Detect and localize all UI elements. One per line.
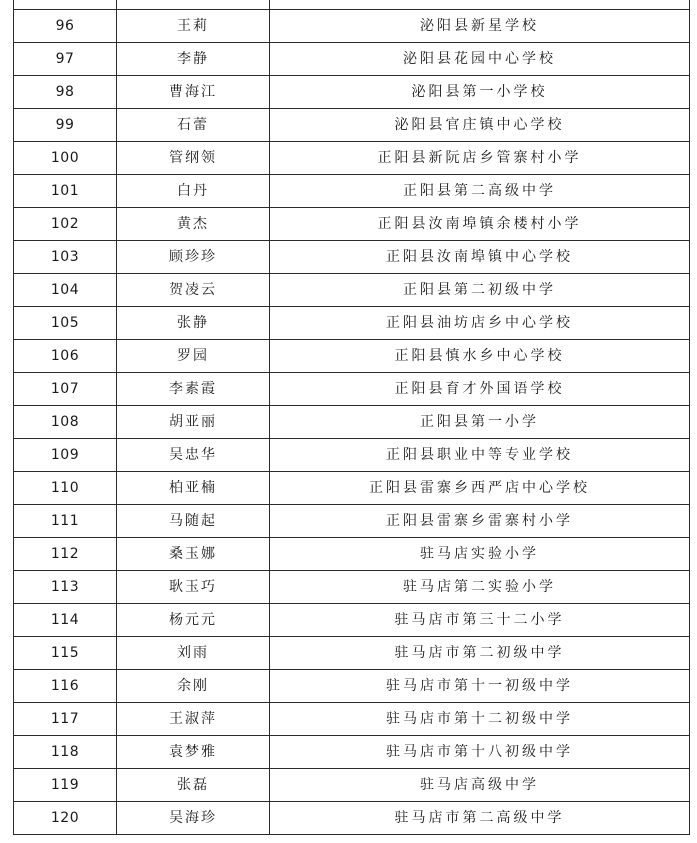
cell-name: 贺凌云 <box>117 274 270 307</box>
table-row <box>14 406 690 439</box>
cell-name: 余刚 <box>117 670 270 703</box>
cell-name: 李素霞 <box>117 373 270 406</box>
table-row <box>14 802 690 835</box>
cell-number: 115 <box>14 637 117 670</box>
cell-number: 118 <box>14 736 117 769</box>
cell-name: 曹海江 <box>117 76 270 109</box>
table-row <box>14 10 690 43</box>
cell-number: 119 <box>14 769 117 802</box>
cell-number: 114 <box>14 604 117 637</box>
cell-number: 107 <box>14 373 117 406</box>
cell-school: 泌阳县第一小学校 <box>270 76 690 109</box>
table-row <box>14 175 690 208</box>
cell-name: 李静 <box>117 43 270 76</box>
cell-name: 黄杰 <box>117 208 270 241</box>
cell-name: 张静 <box>117 307 270 340</box>
cell-school: 正阳县油坊店乡中心学校 <box>270 307 690 340</box>
cell-school: 驻马店市第十八初级中学 <box>270 736 690 769</box>
cell-school: 驻马店市第二初级中学 <box>270 637 690 670</box>
cell-school: 正阳县第二初级中学 <box>270 274 690 307</box>
cell-school: 驻马店实验小学 <box>270 538 690 571</box>
roster-table <box>13 0 690 835</box>
cell-school: 泌阳县新星学校 <box>270 10 690 43</box>
cell-school: 驻马店高级中学 <box>270 769 690 802</box>
cell-number: 108 <box>14 406 117 439</box>
cell-school: 驻马店第二实验小学 <box>270 571 690 604</box>
table-row <box>14 538 690 571</box>
cell-number: 103 <box>14 241 117 274</box>
table-row <box>14 703 690 736</box>
cell-name: 吴海珍 <box>117 802 270 835</box>
cell-name: 顾珍珍 <box>117 241 270 274</box>
cell-name <box>117 0 270 10</box>
cell-number: 106 <box>14 340 117 373</box>
cell-name: 王莉 <box>117 10 270 43</box>
table-row <box>14 241 690 274</box>
cell-name: 王淑萍 <box>117 703 270 736</box>
table-row <box>14 769 690 802</box>
cell-number: 104 <box>14 274 117 307</box>
cell-name: 袁梦雅 <box>117 736 270 769</box>
table-row <box>14 505 690 538</box>
cell-number: 116 <box>14 670 117 703</box>
cell-name: 柏亚楠 <box>117 472 270 505</box>
cell-number: 117 <box>14 703 117 736</box>
cell-number: 105 <box>14 307 117 340</box>
cell-school <box>270 0 690 10</box>
cell-school: 正阳县育才外国语学校 <box>270 373 690 406</box>
cell-school: 正阳县慎水乡中心学校 <box>270 340 690 373</box>
roster-table-container <box>13 0 689 835</box>
table-row <box>14 637 690 670</box>
cell-number: 100 <box>14 142 117 175</box>
cell-name: 张磊 <box>117 769 270 802</box>
cell-number: 120 <box>14 802 117 835</box>
cell-number: 96 <box>14 10 117 43</box>
table-row <box>14 670 690 703</box>
cell-school: 驻马店市第二高级中学 <box>270 802 690 835</box>
cell-number: 101 <box>14 175 117 208</box>
cell-school: 正阳县新阮店乡管寨村小学 <box>270 142 690 175</box>
cell-number: 111 <box>14 505 117 538</box>
table-row <box>14 307 690 340</box>
table-row <box>14 736 690 769</box>
cell-school: 驻马店市第十二初级中学 <box>270 703 690 736</box>
roster-table-body <box>14 0 690 835</box>
table-row <box>14 373 690 406</box>
cell-name: 白丹 <box>117 175 270 208</box>
table-row <box>14 274 690 307</box>
cell-school: 正阳县职业中等专业学校 <box>270 439 690 472</box>
cell-name: 耿玉巧 <box>117 571 270 604</box>
cell-school: 正阳县第二高级中学 <box>270 175 690 208</box>
cell-school: 正阳县第一小学 <box>270 406 690 439</box>
cell-school: 正阳县汝南埠镇余楼村小学 <box>270 208 690 241</box>
cell-number: 113 <box>14 571 117 604</box>
cell-name: 桑玉娜 <box>117 538 270 571</box>
table-row <box>14 604 690 637</box>
cell-number: 98 <box>14 76 117 109</box>
cell-name: 管纲领 <box>117 142 270 175</box>
table-row <box>14 109 690 142</box>
table-row <box>14 208 690 241</box>
table-row <box>14 571 690 604</box>
table-row <box>14 43 690 76</box>
cell-name: 罗园 <box>117 340 270 373</box>
cell-name: 刘雨 <box>117 637 270 670</box>
table-row <box>14 340 690 373</box>
cell-name: 吴忠华 <box>117 439 270 472</box>
table-row <box>14 142 690 175</box>
cell-number: 97 <box>14 43 117 76</box>
cell-name: 马随起 <box>117 505 270 538</box>
cell-school: 泌阳县花园中心学校 <box>270 43 690 76</box>
cell-name: 杨元元 <box>117 604 270 637</box>
cell-number: 99 <box>14 109 117 142</box>
cell-name: 石蕾 <box>117 109 270 142</box>
table-row <box>14 472 690 505</box>
cell-school: 驻马店市第十一初级中学 <box>270 670 690 703</box>
cell-school: 正阳县雷寨乡西严店中心学校 <box>270 472 690 505</box>
table-row <box>14 0 690 10</box>
cell-number: 112 <box>14 538 117 571</box>
cell-name: 胡亚丽 <box>117 406 270 439</box>
cell-number: 109 <box>14 439 117 472</box>
cell-school: 正阳县汝南埠镇中心学校 <box>270 241 690 274</box>
table-row <box>14 76 690 109</box>
table-row <box>14 439 690 472</box>
cell-school: 正阳县雷寨乡雷寨村小学 <box>270 505 690 538</box>
cell-number <box>14 0 117 10</box>
cell-school: 泌阳县官庄镇中心学校 <box>270 109 690 142</box>
cell-school: 驻马店市第三十二小学 <box>270 604 690 637</box>
cell-number: 102 <box>14 208 117 241</box>
cell-number: 110 <box>14 472 117 505</box>
